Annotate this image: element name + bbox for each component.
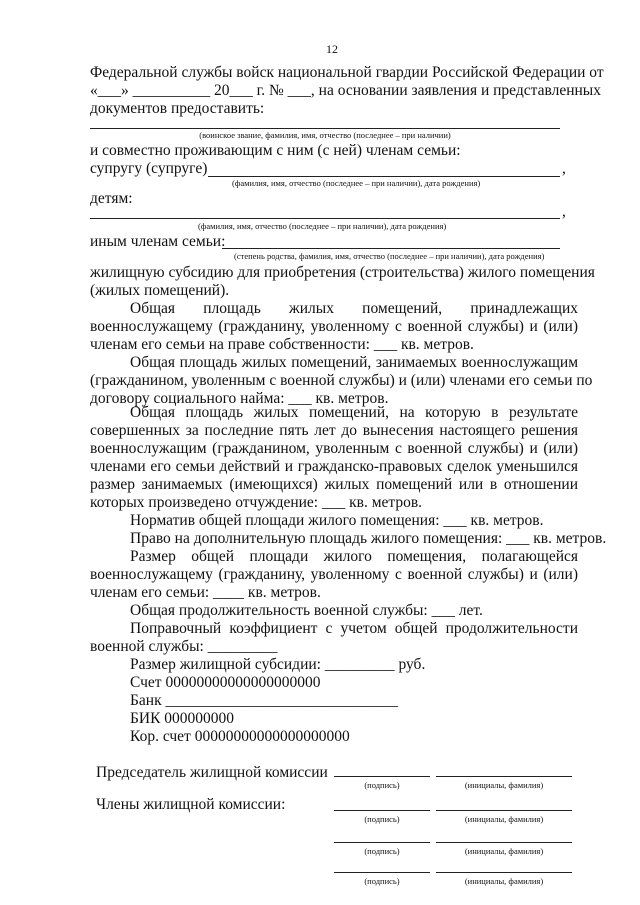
- service-line: Общая продолжительность военной службы: ___ лет.: [130, 602, 483, 619]
- sign-caption: (подпись): [364, 846, 400, 856]
- children-label: детям:: [90, 190, 133, 207]
- other-label: иным членам семьи:: [90, 233, 226, 250]
- subsidy-size-line: Размер жилищной субсидии: _________ руб.: [130, 656, 426, 673]
- corr-account-line: Кор. счет 00000000000000000000: [130, 728, 350, 745]
- p1-line-3: членам его семьи на праве собственности: ___ кв. метров.: [90, 336, 474, 353]
- extra-area-line: Право на дополнительную площадь жилого помещения: ___ кв. метров.: [130, 530, 607, 547]
- member1-sign-line: [334, 810, 430, 811]
- sign-caption: (подпись): [364, 780, 400, 790]
- subsidy-line-1: жилищную субсидию для приобретения (строительства) жилого помещения: [90, 264, 595, 281]
- children-fill-line: [90, 218, 560, 219]
- caption-military: (воинское звание, фамилия, имя, отчество (последнее – при наличии): [199, 130, 451, 140]
- p3-line-6: которых произведено отчуждение: ___ кв. метров.: [90, 494, 423, 511]
- sign-caption: (подпись): [364, 876, 400, 886]
- bank-line: Банк ______________________________: [130, 692, 398, 709]
- initials-caption: (инициалы, фамилия): [464, 846, 544, 856]
- coef-line-1: Поправочный коэффициент с учетом общей продолжительности: [130, 620, 578, 637]
- member3-sign-line: [334, 872, 430, 873]
- p3-line-2: совершенных за последние пять лет до вынесения настоящего решения: [90, 422, 578, 439]
- chair-name-line: [436, 776, 572, 777]
- p3-line-1: Общая площадь жилых помещений, на которую в результате: [130, 404, 578, 421]
- account-line: Счет 00000000000000000000: [130, 674, 321, 691]
- member2-sign-line: [334, 842, 430, 843]
- comma: ,: [562, 203, 566, 220]
- members-label: Члены жилищной комиссии:: [96, 796, 286, 813]
- chair-sign-line: [334, 776, 430, 777]
- p1-line-2: военнослужащему (гражданину, уволенному с военной службы) и (или): [90, 318, 578, 335]
- p2-line-3: договору социального найма: ___ кв. метров.: [90, 390, 389, 407]
- initials-caption: (инициалы, фамилия): [464, 780, 544, 790]
- initials-caption: (инициалы, фамилия): [464, 814, 544, 824]
- p4-line-1: Размер общей площади жилого помещения, полагающейся: [130, 548, 578, 565]
- member1-name-line: [436, 810, 572, 811]
- norm-line: Норматив общей площади жилого помещения: ___ кв. метров.: [130, 512, 544, 529]
- other-fill-line: [222, 248, 560, 249]
- header-line-3: документов предоставить:: [90, 100, 265, 117]
- subsidy-line-2: (жилых помещений).: [90, 282, 230, 299]
- p4-line-3: членам его семьи: ____ кв. метров.: [90, 584, 321, 601]
- comma: ,: [562, 160, 566, 177]
- chair-label: Председатель жилищной комиссии: [96, 764, 328, 781]
- p3-line-4: членами его семьи действий и гражданско-правовых сделок уменьшился: [90, 458, 578, 475]
- caption-other: (степень родства, фамилия, имя, отчество (последнее – при наличии), дата рождения): [234, 251, 545, 261]
- sign-caption: (подпись): [364, 814, 400, 824]
- family-intro: и совместно проживающим с ним (с ней) членам семьи:: [90, 142, 461, 159]
- initials-caption: (инициалы, фамилия): [464, 876, 544, 886]
- spouse-label: супругу (супруге): [90, 160, 208, 177]
- caption-spouse: (фамилия, имя, отчество (последнее – при наличии), дата рождения): [232, 178, 481, 188]
- bik-line: БИК 000000000: [130, 710, 235, 727]
- p3-line-3: военнослужащим (гражданином, уволенным с военной службы) и (или): [90, 440, 578, 457]
- header-line-2: «___» __________ 20___ г. № ___, на основании заявления и представленных: [90, 82, 601, 99]
- p1-line-1: Общая площадь жилых помещений, принадлежащих: [130, 300, 578, 317]
- military-fill-line: [90, 128, 560, 129]
- coef-line-2: военной службы: _________: [90, 638, 278, 655]
- header-line-1: Федеральной службы войск национальной гвардии Российской Федерации от: [90, 64, 604, 81]
- page-number: 12: [326, 42, 338, 56]
- p4-line-2: военнослужащему (гражданину, уволенному с военной службы) и (или): [90, 566, 578, 583]
- p3-line-5: размер занимаемых (имеющихся) жилых помещений или в отношении: [90, 476, 578, 493]
- caption-children: (фамилия, имя, отчество (последнее – при наличии), дата рождения): [198, 221, 447, 231]
- spouse-fill-line: [208, 176, 560, 177]
- member2-name-line: [436, 842, 572, 843]
- p2-line-1: Общая площадь жилых помещений, занимаемых военнослужащим: [130, 354, 578, 371]
- p2-line-2: (гражданином, уволенным с военной службы) и (или) членами его семьи по: [90, 372, 593, 389]
- member3-name-line: [436, 872, 572, 873]
